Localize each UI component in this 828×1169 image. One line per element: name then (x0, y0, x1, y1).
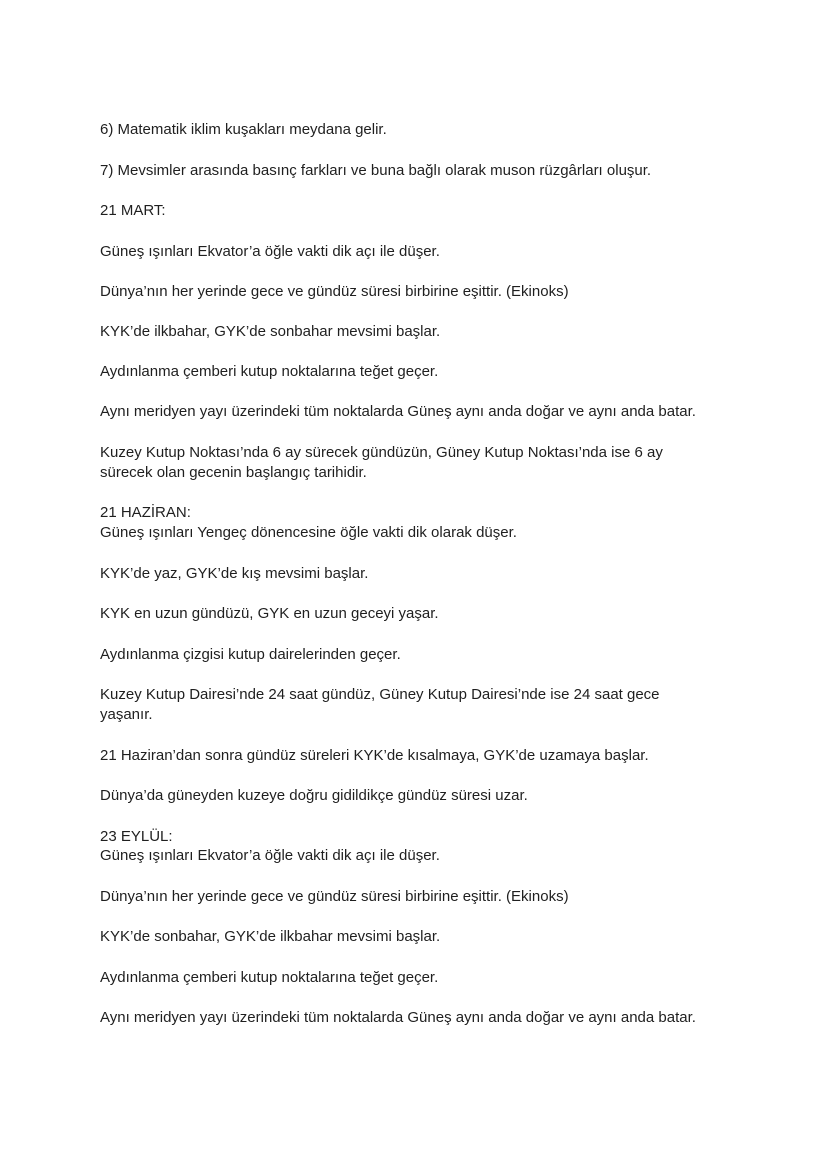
text-line: 21 Haziran’dan sonra gündüz süreleri KYK’de kısalmaya, GYK’de uzamaya başlar. (100, 747, 649, 764)
text-line: Dünya’nın her yerinde gece ve gündüz süresi birbirine eşittir. (Ekinoks) (100, 283, 569, 300)
text-line: sürecek olan gecenin başlangıç tarihidir. (100, 464, 367, 481)
text-line: 6) Matematik iklim kuşakları meydana gelir. (100, 121, 387, 138)
text-line: Güneş ışınları Ekvator’a öğle vakti dik açı ile düşer. (100, 847, 440, 864)
text-line: 7) Mevsimler arasında basınç farkları ve buna bağlı olarak muson rüzgârları oluşur. (100, 162, 652, 179)
text-line: Aydınlanma çemberi kutup noktalarına teğet geçer. (100, 363, 439, 380)
text-line: Kuzey Kutup Dairesi’nde 24 saat gündüz, Güney Kutup Dairesi’nde ise 24 saat gece (100, 686, 660, 703)
text-line: Kuzey Kutup Noktası’nda 6 ay sürecek gündüzün, Güney Kutup Noktası’nda ise 6 ay (100, 444, 663, 461)
text-line: KYK en uzun gündüzü, GYK en uzun geceyi yaşar. (100, 605, 439, 622)
text-line: Aydınlanma çemberi kutup noktalarına teğet geçer. (100, 969, 439, 986)
section-heading: 21 MART: (100, 202, 166, 219)
text-line: Güneş ışınları Yengeç dönencesine öğle vakti dik olarak düşer. (100, 524, 517, 541)
section-heading: 21 HAZİRAN: (100, 504, 191, 521)
text-line: Dünya’nın her yerinde gece ve gündüz süresi birbirine eşittir. (Ekinoks) (100, 888, 569, 905)
text-line: KYK’de sonbahar, GYK’de ilkbahar mevsimi başlar. (100, 928, 441, 945)
text-line: yaşanır. (100, 706, 153, 723)
text-line: KYK’de yaz, GYK’de kış mevsimi başlar. (100, 565, 369, 582)
text-line: Aynı meridyen yayı üzerindeki tüm noktalarda Güneş aynı anda doğar ve aynı anda batar. (100, 403, 696, 420)
section-heading: 23 EYLÜL: (100, 828, 173, 845)
text-line: KYK’de ilkbahar, GYK’de sonbahar mevsimi başlar. (100, 323, 441, 340)
text-line: Aynı meridyen yayı üzerindeki tüm noktalarda Güneş aynı anda doğar ve aynı anda batar. (100, 1009, 696, 1026)
text-line: Dünya’da güneyden kuzeye doğru gidildikçe gündüz süresi uzar. (100, 787, 528, 804)
text-line: Aydınlanma çizgisi kutup dairelerinden geçer. (100, 646, 401, 663)
text-line: Güneş ışınları Ekvator’a öğle vakti dik açı ile düşer. (100, 243, 440, 260)
